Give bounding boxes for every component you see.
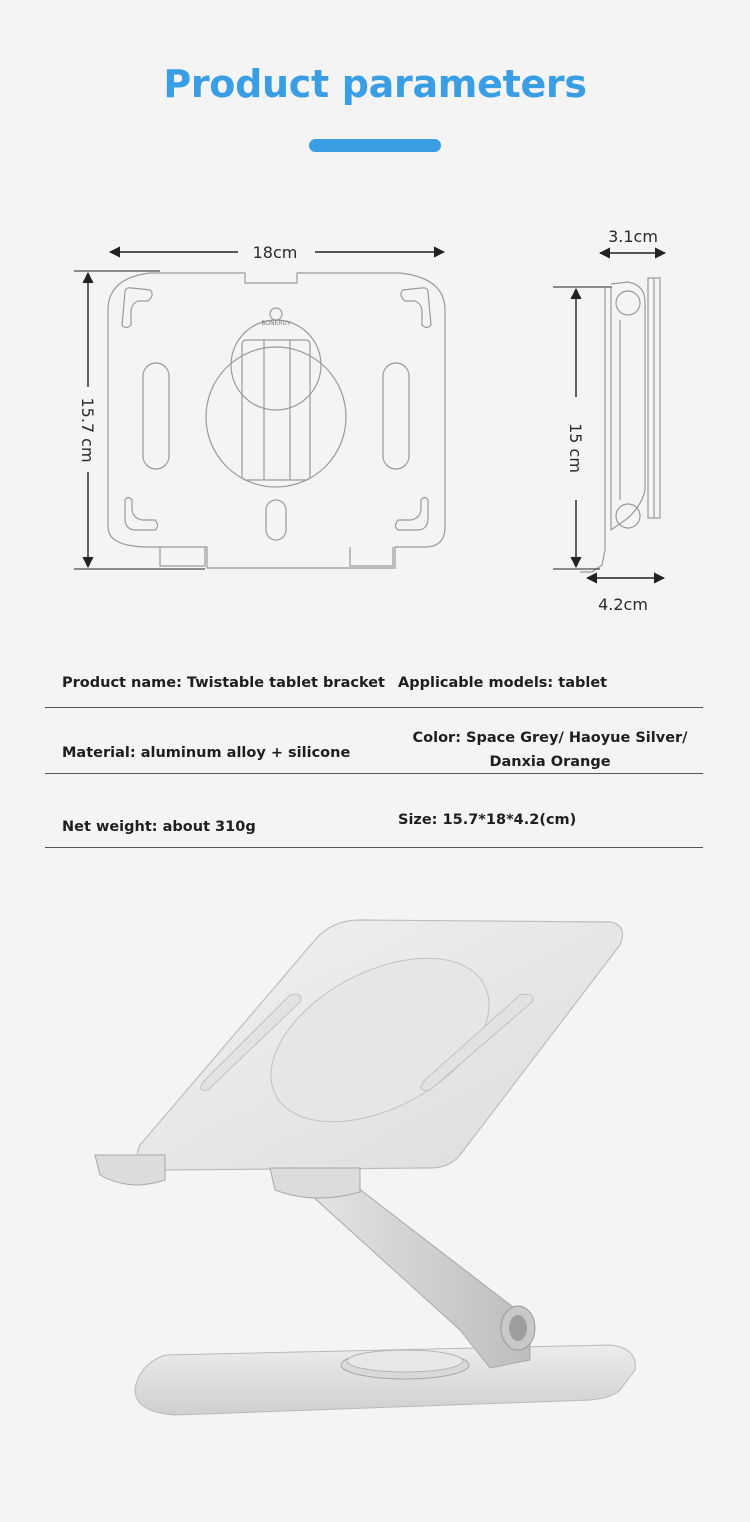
width-label: 18cm [252,243,298,262]
product-name: Product name: Twistable tablet bracket [62,675,385,691]
front-lip-right [270,1168,360,1198]
front-lip-left [95,1155,165,1185]
spec-row [45,660,703,708]
depth-top-label: 3.1cm [608,227,658,246]
brand-logo-text: BONERUY [261,320,291,327]
color-options [385,726,715,774]
color-line-2: Danxia Orange [489,754,611,770]
side-view-drawing [580,278,660,572]
spec-table [45,660,703,848]
title-underline [309,139,441,152]
product-image [60,900,700,1440]
support-arm [300,1178,530,1368]
net-weight: Net weight: about 310g [62,819,256,835]
height-label: 15.7 cm [78,397,97,463]
depth-bottom-label: 4.2cm [598,595,648,614]
page-title: Product parameters [163,62,587,106]
dimension-diagram [0,200,750,630]
side-height-label: 15 cm [566,423,585,473]
applicable-models: Applicable models: tablet [398,675,608,691]
size: Size: 15.7*18*4.2(cm) [398,812,577,828]
material: Material: aluminum alloy + silicone [62,745,351,761]
color-line-1: Color: Space Grey/ Haoyue Silver/ [412,730,688,746]
front-view-drawing [108,273,445,568]
spec-row [45,774,703,848]
spec-row [45,708,703,774]
